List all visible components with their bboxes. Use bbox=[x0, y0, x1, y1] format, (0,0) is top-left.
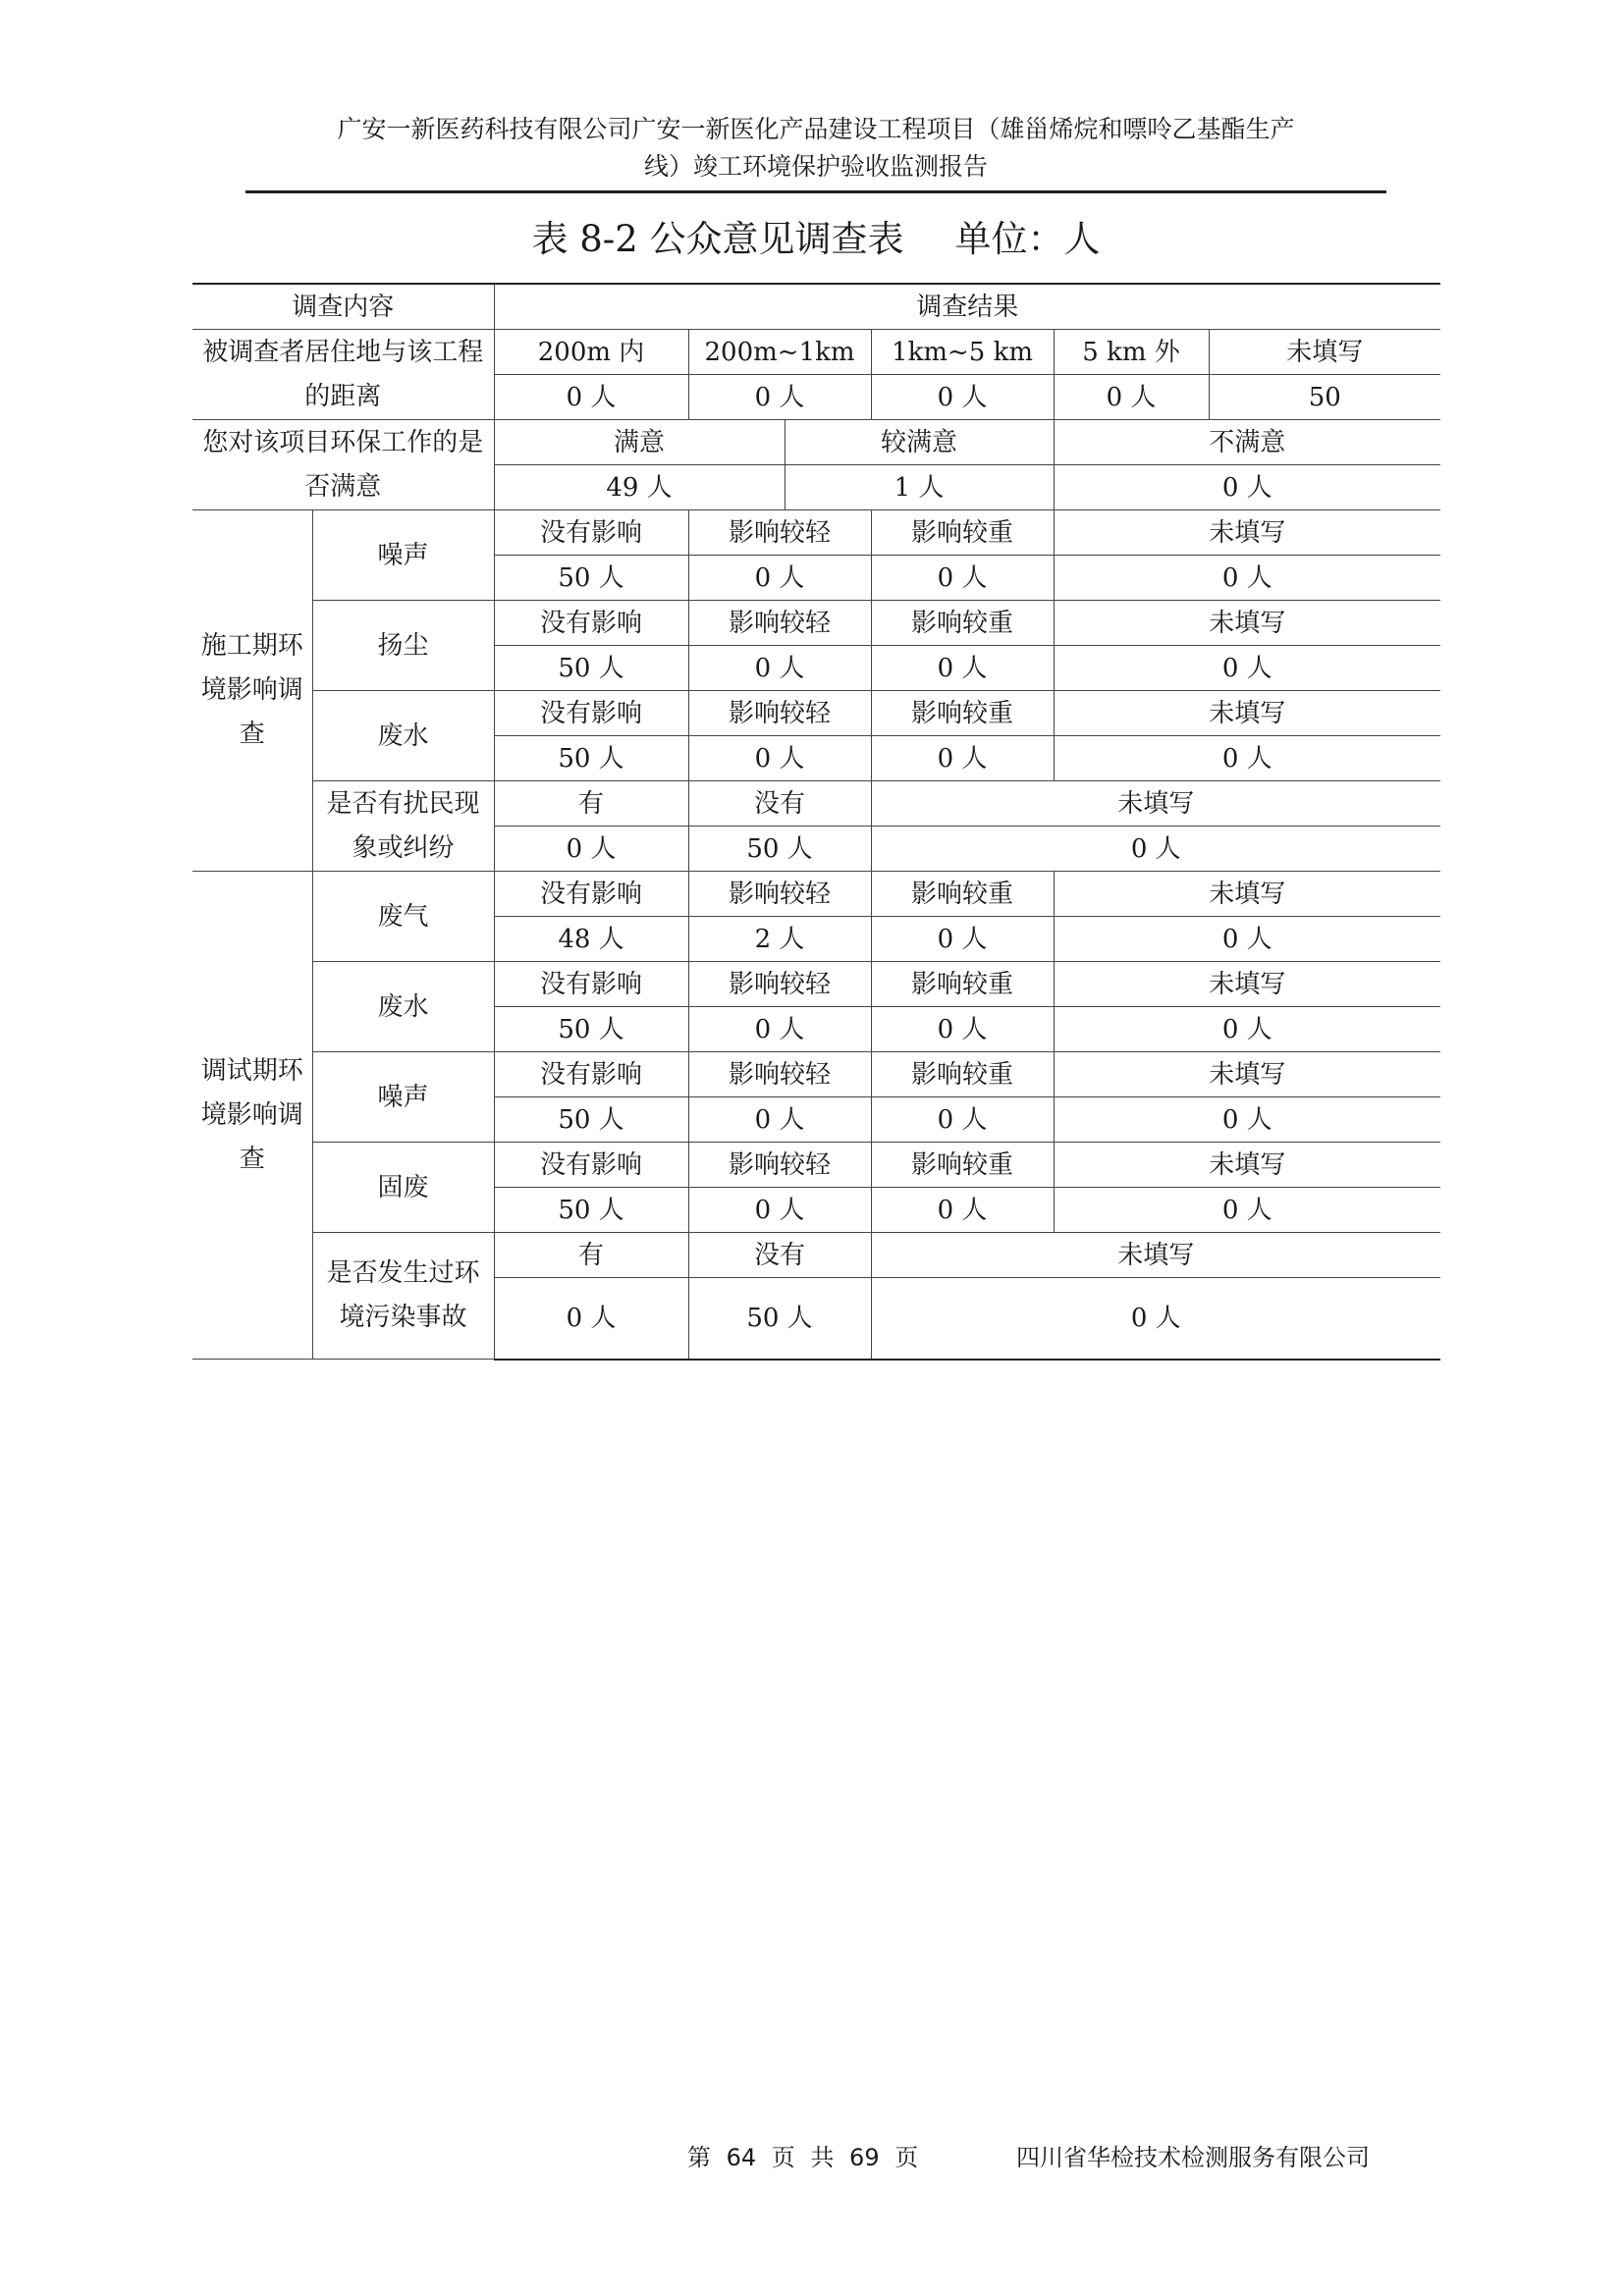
yesno-header: 没有 bbox=[688, 781, 871, 827]
distance-header: 200m 内 bbox=[494, 330, 688, 375]
impact-value: 0 人 bbox=[1054, 556, 1440, 601]
impact-header: 未填写 bbox=[1054, 1143, 1440, 1188]
impact-header: 未填写 bbox=[1054, 962, 1440, 1007]
yesno-header: 没有 bbox=[688, 1233, 871, 1278]
construction-period-label: 施工期环境影响调查 bbox=[192, 510, 312, 872]
trial-solid-waste-label: 固废 bbox=[312, 1143, 494, 1233]
distance-value: 0 人 bbox=[871, 375, 1054, 420]
impact-value: 0 人 bbox=[1054, 1007, 1440, 1052]
impact-header: 影响较重 bbox=[871, 872, 1054, 917]
impact-header: 没有影响 bbox=[494, 601, 688, 646]
yesno-value: 0 人 bbox=[494, 1278, 688, 1360]
header-survey-result: 调查结果 bbox=[494, 284, 1440, 330]
impact-value: 48 人 bbox=[494, 917, 688, 962]
impact-value: 2 人 bbox=[688, 917, 871, 962]
report-header-line1: 广安一新医药科技有限公司广安一新医化产品建设工程项目（雄甾烯烷和嘌呤乙基酯生产 bbox=[337, 115, 1295, 143]
impact-value: 50 人 bbox=[494, 556, 688, 601]
impact-value: 50 人 bbox=[494, 1188, 688, 1233]
distance-header: 5 km 外 bbox=[1054, 330, 1209, 375]
satisfaction-header: 满意 bbox=[494, 420, 785, 465]
impact-header: 没有影响 bbox=[494, 1052, 688, 1097]
impact-value: 0 人 bbox=[871, 1007, 1054, 1052]
yesno-header: 未填写 bbox=[871, 1233, 1440, 1278]
impact-value: 0 人 bbox=[871, 917, 1054, 962]
impact-value: 0 人 bbox=[688, 736, 871, 781]
impact-header: 没有影响 bbox=[494, 1143, 688, 1188]
impact-header: 未填写 bbox=[1054, 510, 1440, 556]
yesno-header: 有 bbox=[494, 781, 688, 827]
impact-header: 影响较轻 bbox=[688, 1143, 871, 1188]
satisfaction-value: 49 人 bbox=[494, 465, 785, 510]
impact-value: 0 人 bbox=[1054, 1097, 1440, 1143]
impact-header: 影响较重 bbox=[871, 1143, 1054, 1188]
impact-header: 影响较轻 bbox=[688, 601, 871, 646]
impact-header: 影响较重 bbox=[871, 601, 1054, 646]
impact-value: 50 人 bbox=[494, 646, 688, 691]
construction-dispute-label: 是否有扰民现象或纠纷 bbox=[312, 781, 494, 872]
impact-header: 影响较重 bbox=[871, 962, 1054, 1007]
impact-value: 0 人 bbox=[688, 1188, 871, 1233]
header-divider bbox=[245, 190, 1386, 193]
impact-header: 影响较轻 bbox=[688, 962, 871, 1007]
impact-value: 0 人 bbox=[871, 1097, 1054, 1143]
distance-header: 200m~1km bbox=[688, 330, 871, 375]
impact-header: 没有影响 bbox=[494, 691, 688, 736]
yesno-value: 50 人 bbox=[688, 827, 871, 872]
header-survey-content: 调查内容 bbox=[192, 284, 494, 330]
yesno-header: 未填写 bbox=[871, 781, 1440, 827]
yesno-value: 0 人 bbox=[871, 1278, 1440, 1360]
impact-header: 未填写 bbox=[1054, 691, 1440, 736]
footer-company: 四川省华检技术检测服务有限公司 bbox=[1016, 2144, 1370, 2171]
satisfaction-value: 0 人 bbox=[1054, 465, 1440, 510]
report-header-line2: 线）竣工环境保护验收监测报告 bbox=[643, 152, 988, 181]
impact-header: 影响较重 bbox=[871, 691, 1054, 736]
impact-header: 影响较轻 bbox=[688, 872, 871, 917]
impact-header: 影响较轻 bbox=[688, 510, 871, 556]
construction-water-label: 废水 bbox=[312, 691, 494, 781]
impact-value: 50 人 bbox=[494, 736, 688, 781]
impact-value: 0 人 bbox=[688, 1097, 871, 1143]
impact-value: 0 人 bbox=[688, 646, 871, 691]
yesno-value: 0 人 bbox=[871, 827, 1440, 872]
distance-header: 1km~5 km bbox=[871, 330, 1054, 375]
yesno-header: 有 bbox=[494, 1233, 688, 1278]
impact-header: 未填写 bbox=[1054, 872, 1440, 917]
trial-gas-label: 废气 bbox=[312, 872, 494, 962]
satisfaction-header: 不满意 bbox=[1054, 420, 1440, 465]
impact-value: 50 人 bbox=[494, 1097, 688, 1143]
trial-water-label: 废水 bbox=[312, 962, 494, 1052]
impact-header: 未填写 bbox=[1054, 601, 1440, 646]
impact-value: 0 人 bbox=[1054, 646, 1440, 691]
satisfaction-header: 较满意 bbox=[785, 420, 1054, 465]
trial-accident-label: 是否发生过环境污染事故 bbox=[312, 1233, 494, 1360]
impact-value: 0 人 bbox=[688, 1007, 871, 1052]
distance-value: 0 人 bbox=[1054, 375, 1209, 420]
public-opinion-survey-table bbox=[192, 283, 1440, 1361]
impact-value: 0 人 bbox=[871, 646, 1054, 691]
impact-value: 0 人 bbox=[1054, 917, 1440, 962]
impact-header: 没有影响 bbox=[494, 872, 688, 917]
impact-header: 没有影响 bbox=[494, 510, 688, 556]
construction-dust-label: 扬尘 bbox=[312, 601, 494, 691]
impact-value: 50 人 bbox=[494, 1007, 688, 1052]
table-title bbox=[245, 214, 1386, 265]
impact-header: 影响较重 bbox=[871, 510, 1054, 556]
table-title-main: 表 8-2 公众意见调查表 bbox=[531, 218, 904, 260]
distance-value: 50 bbox=[1209, 375, 1440, 420]
report-header bbox=[245, 111, 1386, 186]
satisfaction-value: 1 人 bbox=[785, 465, 1054, 510]
impact-value: 0 人 bbox=[871, 736, 1054, 781]
trial-period-label: 调试期环境影响调查 bbox=[192, 872, 312, 1360]
yesno-value: 0 人 bbox=[494, 827, 688, 872]
impact-value: 0 人 bbox=[1054, 736, 1440, 781]
table-title-unit: 单位：人 bbox=[954, 218, 1101, 260]
yesno-value: 50 人 bbox=[688, 1278, 871, 1360]
impact-header: 影响较轻 bbox=[688, 1052, 871, 1097]
impact-value: 0 人 bbox=[871, 556, 1054, 601]
impact-header: 没有影响 bbox=[494, 962, 688, 1007]
distance-header: 未填写 bbox=[1209, 330, 1440, 375]
impact-value: 0 人 bbox=[688, 556, 871, 601]
trial-noise-label: 噪声 bbox=[312, 1052, 494, 1143]
impact-header: 影响较轻 bbox=[688, 691, 871, 736]
impact-header: 影响较重 bbox=[871, 1052, 1054, 1097]
impact-value: 0 人 bbox=[1054, 1188, 1440, 1233]
construction-noise-label: 噪声 bbox=[312, 510, 494, 601]
impact-header: 未填写 bbox=[1054, 1052, 1440, 1097]
distance-value: 0 人 bbox=[688, 375, 871, 420]
impact-value: 0 人 bbox=[871, 1188, 1054, 1233]
page-number: 第 64 页 共 69 页 bbox=[687, 2144, 919, 2171]
distance-value: 0 人 bbox=[494, 375, 688, 420]
distance-label: 被调查者居住地与该工程的距离 bbox=[192, 330, 494, 420]
satisfaction-label: 您对该项目环保工作的是否满意 bbox=[192, 420, 494, 510]
